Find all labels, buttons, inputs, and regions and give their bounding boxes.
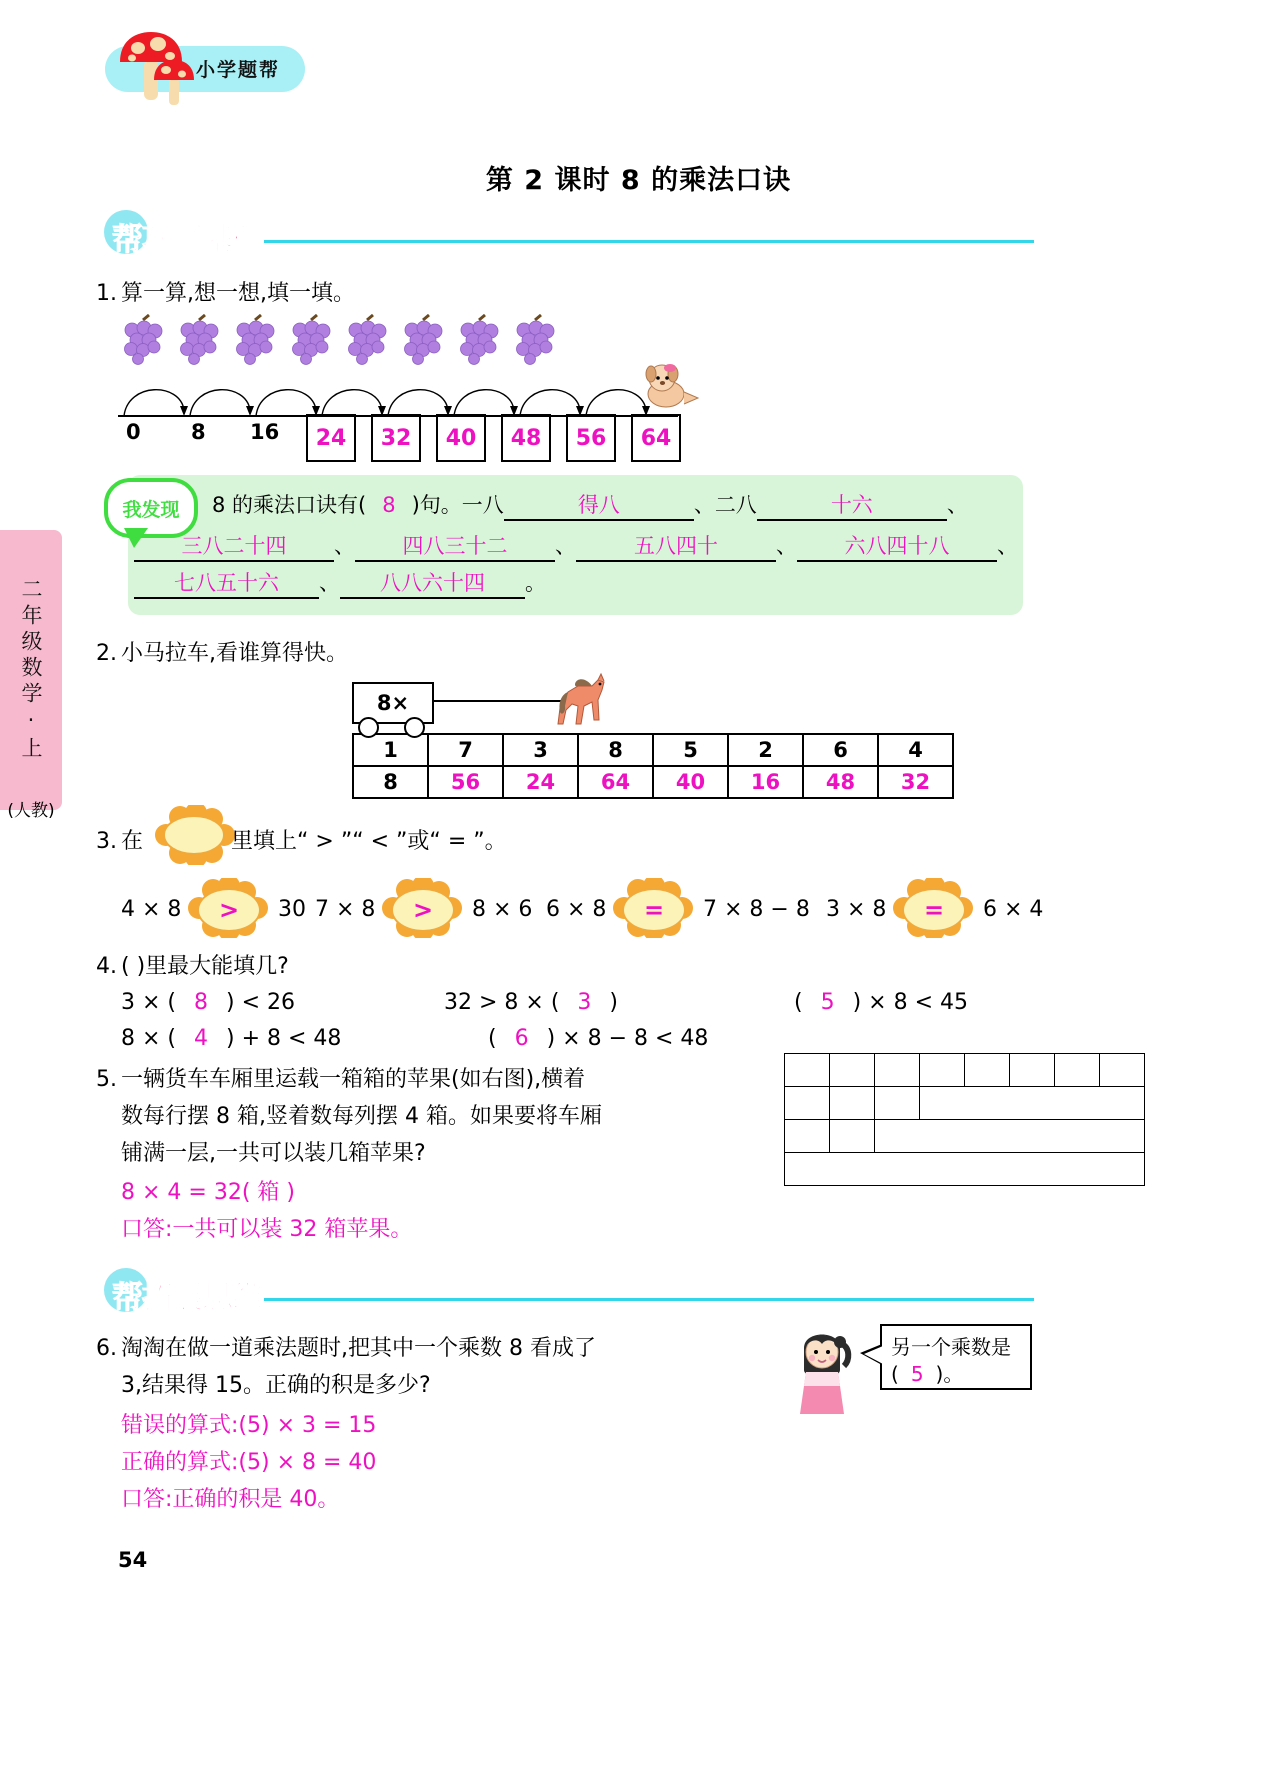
section-rule [264, 240, 1034, 243]
hint-pre: ( [891, 1362, 899, 1386]
comparison-answer[interactable]: > [197, 888, 261, 932]
q6-work-3[interactable]: 口答:正确的积是 40。 [121, 1487, 340, 1512]
product-answer-cell[interactable]: 56 [428, 766, 503, 798]
grapes-icon [286, 314, 336, 366]
grid-cell [875, 1120, 1145, 1153]
q4-prompt: ( )里最大能填几? [121, 954, 289, 979]
discovery-answer-8[interactable]: 八八六十四 [340, 567, 525, 599]
grid-cell [785, 1054, 830, 1087]
product-answer-cell[interactable]: 48 [803, 766, 878, 798]
hint-line-2 [891, 1358, 963, 1387]
q3-expr-left-4: 3 × 8 [826, 897, 887, 922]
factor-cell: 2 [728, 734, 803, 766]
grapes-icon [510, 314, 560, 366]
section-header-basics [104, 210, 1034, 256]
discovery-intro-b: )句。一八 [411, 493, 504, 517]
grid-row [785, 1120, 1145, 1153]
discovery-count[interactable]: 8 [382, 493, 396, 517]
discovery-answer-4[interactable]: 四八三十二 [355, 530, 555, 562]
comparison-answer[interactable]: > [391, 888, 455, 932]
q4-number: 4. [96, 954, 117, 979]
discovery-badge-label: 我发现 [122, 498, 180, 521]
q3-number: 3. [96, 829, 117, 854]
q5-line-1: 一辆货车车厢里运载一箱箱的苹果(如右图),横着 [121, 1067, 586, 1092]
product-answer-cell[interactable]: 64 [578, 766, 653, 798]
hint-post: )。 [935, 1362, 964, 1386]
discovery-answer-2[interactable]: 十六 [757, 489, 947, 521]
q6-line-2: 3,结果得 15。正确的积是多少? [121, 1373, 431, 1398]
grid-cell [875, 1054, 920, 1087]
grid-cell [785, 1087, 830, 1120]
flower-icon [379, 878, 463, 938]
q3-expr-right-3: 7 × 8 − 8 [703, 897, 810, 922]
discovery-line-1 [212, 489, 968, 521]
q4-item-1 [121, 986, 295, 1020]
discovery-sep: 、 [693, 493, 715, 517]
factor-cell: 3 [503, 734, 578, 766]
cart-label: 8× [352, 682, 434, 724]
grid-cell [920, 1087, 1145, 1120]
number-line-arcs [118, 372, 678, 418]
flower-icon [185, 878, 269, 938]
q3-expr-right-4: 6 × 4 [983, 897, 1044, 922]
factor-cell: 5 [653, 734, 728, 766]
grid-row [785, 1054, 1145, 1087]
page-number: 54 [118, 1548, 148, 1572]
q6-number: 6. [96, 1336, 117, 1361]
numberline-value: 16 [250, 420, 280, 444]
discovery-sep: 、 [946, 493, 968, 517]
grapes-icon [398, 314, 448, 366]
numberline-answer-box[interactable]: 56 [566, 414, 616, 462]
side-tab-grade: 二年级数学·上 [19, 577, 43, 763]
grid-cell [875, 1087, 920, 1120]
q3-expr-right-2: 8 × 6 [472, 897, 533, 922]
grapes-icon [454, 314, 504, 366]
mushroom-icon-small [152, 58, 196, 106]
q4-answer[interactable]: 6 [514, 1026, 529, 1051]
dog-icon [640, 362, 702, 414]
section-label: 帮拓展思维 [112, 1280, 262, 1316]
q4-post: ) + 8 < 48 [226, 1026, 342, 1051]
side-tab-inner [0, 530, 62, 810]
q4-post: ) × 8 − 8 < 48 [546, 1026, 709, 1051]
flower-icon [890, 878, 974, 938]
q1-prompt: 算一算,想一想,填一填。 [121, 281, 355, 306]
numberline-value: 8 [191, 420, 206, 444]
product-answer-cell[interactable]: 24 [503, 766, 578, 798]
discovery-sep: 、 [555, 534, 576, 558]
apple-box-grid [784, 1053, 1145, 1186]
multiplication-table [352, 733, 954, 799]
q2-number: 2. [96, 641, 117, 666]
grid-cell [830, 1120, 875, 1153]
numberline-answer-box[interactable]: 64 [631, 414, 681, 462]
q6-line-1: 淘淘在做一道乘法题时,把其中一个乘数 8 看成了 [121, 1336, 596, 1361]
q4-answer[interactable]: 5 [820, 990, 835, 1015]
grid-cell [785, 1120, 830, 1153]
q4-item-2 [444, 986, 618, 1020]
q3-expr-left-2: 7 × 8 [315, 897, 376, 922]
q5-work[interactable]: 8 × 4 = 32( 箱 ) [121, 1180, 295, 1205]
q4-post: ) [609, 990, 619, 1015]
brand-label: 小学题帮 [196, 59, 281, 81]
grapes-icon [118, 314, 168, 366]
discovery-period: 。 [525, 571, 546, 595]
q5-number: 5. [96, 1067, 117, 1092]
grapes-icon [342, 314, 392, 366]
factor-cell: 1 [353, 734, 428, 766]
factor-cell: 4 [878, 734, 953, 766]
q3-expr-left-1: 4 × 8 [121, 897, 182, 922]
discovery-sep: 、 [997, 534, 1018, 558]
discovery-sep: 、 [776, 534, 797, 558]
grid-cell [920, 1054, 965, 1087]
q4-item-5 [488, 1022, 708, 1056]
q4-pre: 8 × ( [121, 1026, 176, 1051]
discovery-answer-3[interactable]: 三八二十四 [134, 530, 334, 562]
q4-pre: 3 × ( [121, 990, 176, 1015]
discovery-sep: 、 [334, 534, 355, 558]
side-tab-edition-wrap [0, 780, 62, 836]
q4-post: ) < 26 [226, 990, 295, 1015]
table-row-products [353, 766, 953, 798]
discovery-answer-5[interactable]: 五八四十 [576, 530, 776, 562]
product-answer-cell[interactable]: 16 [728, 766, 803, 798]
discovery-answer-6[interactable]: 六八四十八 [797, 530, 997, 562]
q5-line-2: 数每行摆 8 箱,竖着数每列摆 4 箱。如果要将车厢 [121, 1104, 602, 1129]
numberline-answer-box[interactable]: 32 [371, 414, 421, 462]
q4-post: ) × 8 < 45 [852, 990, 969, 1015]
comparison-answer[interactable]: = [902, 888, 966, 932]
discovery-line-2 [134, 530, 1018, 562]
grid-cell [1100, 1054, 1145, 1087]
numberline-value: 0 [126, 420, 141, 444]
discovery-sep: 、 [319, 571, 340, 595]
q4-item-3 [794, 986, 968, 1020]
q6-work-2[interactable]: 正确的算式:(5) × 8 = 40 [121, 1450, 377, 1475]
numberline-answer-box[interactable]: 40 [436, 414, 486, 462]
grid-cell [965, 1054, 1010, 1087]
grid-table [784, 1053, 1145, 1186]
discovery-line-3 [134, 567, 546, 599]
q3-expr-right-1: 30 [278, 897, 306, 922]
hint-answer[interactable]: 5 [910, 1362, 924, 1386]
grid-cell [830, 1087, 875, 1120]
numberline-answer-box[interactable]: 24 [306, 414, 356, 462]
q1-number: 1. [96, 281, 117, 306]
factor-cell: 7 [428, 734, 503, 766]
discovery-label-2: 二八 [714, 493, 757, 517]
hint-line-1: 另一个乘数是 [891, 1335, 1011, 1359]
numberline-answer-box[interactable]: 48 [501, 414, 551, 462]
table-row-factors [353, 734, 953, 766]
q3-prompt-a: 在 [121, 829, 144, 854]
horse-icon [548, 672, 610, 730]
flower-icon [152, 805, 236, 865]
grid-row [785, 1087, 1145, 1120]
grid-row [785, 1153, 1145, 1186]
discovery-intro-a: 8 的乘法口诀有( [212, 493, 367, 517]
product-cell: 8 [353, 766, 428, 798]
grapes-icon [174, 314, 224, 366]
discovery-answer-7[interactable]: 七八五十六 [134, 567, 319, 599]
grid-cell [1055, 1054, 1100, 1087]
discovery-badge [104, 478, 198, 538]
comparison-answer[interactable]: = [622, 888, 686, 932]
q4-pre: ( [794, 990, 803, 1015]
grid-cell [830, 1054, 875, 1087]
q4-answer[interactable]: 4 [194, 1026, 208, 1051]
girl-icon [790, 1322, 854, 1418]
q4-answer[interactable]: 3 [577, 990, 592, 1015]
cart-wheel [358, 717, 379, 738]
hint-callout [880, 1324, 1032, 1390]
q5-line-3: 铺满一层,一共可以装几箱苹果? [121, 1141, 426, 1166]
q3-prompt-b: 里填上“ > ”“ < ”或“ = ”。 [231, 829, 507, 854]
flower-icon [610, 878, 694, 938]
section-header-extend [104, 1268, 1034, 1314]
q3-expr-left-3: 6 × 8 [546, 897, 607, 922]
q6-work-1[interactable]: 错误的算式:(5) × 3 = 15 [121, 1413, 377, 1438]
q4-pre: 32 > 8 × ( [444, 990, 560, 1015]
product-answer-cell[interactable]: 32 [878, 766, 953, 798]
product-answer-cell[interactable]: 40 [653, 766, 728, 798]
page-title: 第 2 课时 8 的乘法口诀 [485, 165, 792, 196]
q2-prompt: 小马拉车,看谁算得快。 [121, 641, 348, 666]
q4-pre: ( [488, 1026, 497, 1051]
grid-cell [1010, 1054, 1055, 1087]
grid-cell [785, 1153, 1145, 1186]
q4-answer[interactable]: 8 [194, 990, 208, 1015]
factor-cell: 6 [803, 734, 878, 766]
section-rule [264, 1298, 1034, 1301]
cart-wheel [404, 717, 425, 738]
discovery-answer-1[interactable]: 得八 [504, 489, 694, 521]
grapes-icon [230, 314, 280, 366]
side-tab-edition: (人教) [7, 800, 55, 821]
section-label: 帮巩固基础 [112, 222, 262, 258]
q4-item-4 [121, 1022, 341, 1056]
q5-answer[interactable]: 口答:一共可以装 32 箱苹果。 [121, 1217, 413, 1242]
factor-cell: 8 [578, 734, 653, 766]
